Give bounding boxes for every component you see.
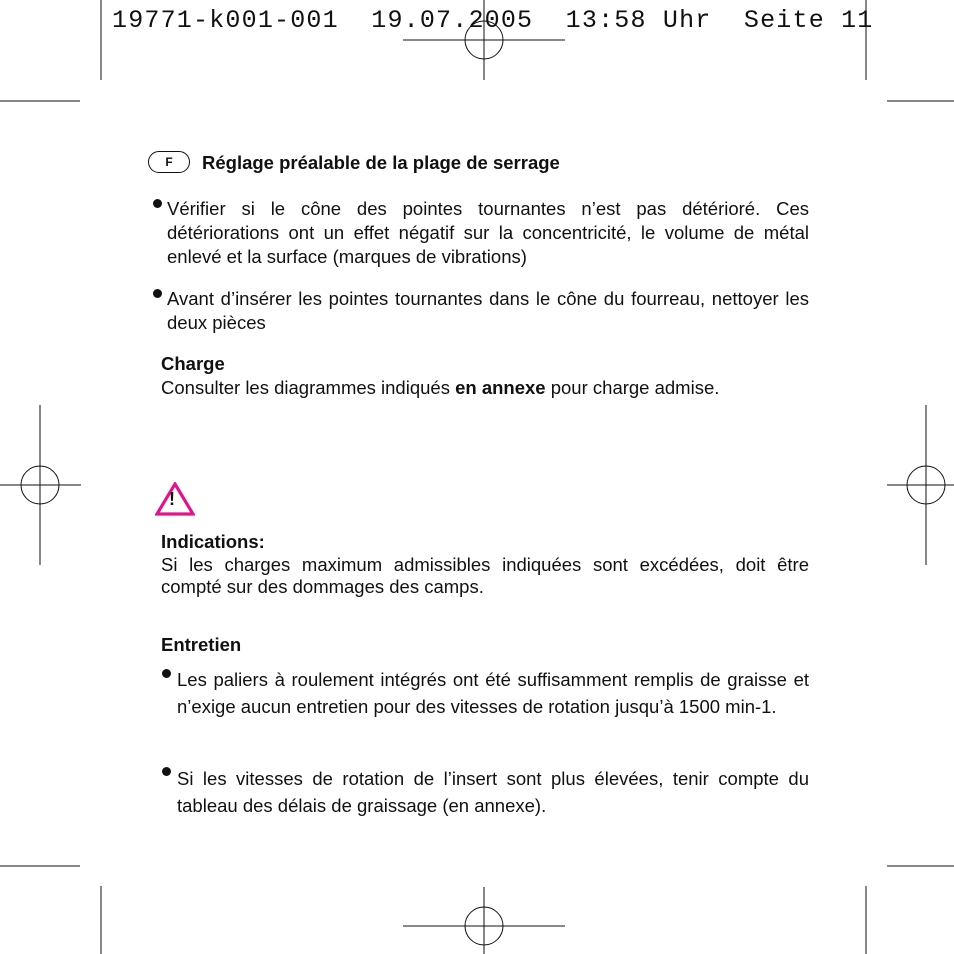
bullet-text: Vérifier si le cône des pointes tournantes n’est pas détérioré. Ces détériorations ont un effet négatif sur la concentricité, le volume de métal enlevé et la surface (marques de vibrations) — [167, 198, 809, 267]
entretien-heading: Entretien — [161, 634, 242, 655]
indications-text: Si les charges maximum admissibles indiquées sont excédées, doit être compté sur des dommages des camps. — [161, 554, 809, 597]
indications-heading: Indications: — [161, 531, 265, 552]
bullet-dot — [162, 669, 171, 678]
warning-exclamation: ! — [169, 489, 175, 509]
charge-text-bold: en annexe — [455, 377, 546, 398]
bullet-text: Les paliers à roulement intégrés ont été suffisamment remplis de graisse et n’exige aucun entretien pour des vitesses de rotation jusqu’à 1500 min-1. — [177, 669, 809, 717]
language-badge: F — [148, 151, 190, 173]
registration-target-left — [0, 405, 81, 565]
charge-text-end: pour charge admise. — [545, 377, 720, 398]
warning-icon — [155, 482, 195, 516]
section-title: Réglage préalable de la plage de serrage — [202, 152, 560, 173]
bullet-dot — [153, 289, 162, 298]
bullet-dot — [162, 767, 171, 776]
bullet-text: Avant d’insérer les pointes tournantes dans le cône du fourreau, nettoyer les deux pièces — [167, 288, 809, 333]
charge-text — [161, 376, 821, 400]
registration-target-bottom — [403, 887, 565, 954]
bullet-dot — [153, 199, 162, 208]
charge-text-start: Consulter les diagrammes indiqués — [161, 377, 456, 398]
bullet-text: Si les vitesses de rotation de l’insert sont plus élevées, tenir compte du tableau des délais de graissage (en annexe). — [177, 768, 809, 816]
registration-target-right — [887, 405, 954, 565]
print-slug: 19771-k001-001 19.07.2005 13:58 Uhr Seite 11 — [112, 6, 874, 35]
charge-heading: Charge — [161, 353, 225, 374]
